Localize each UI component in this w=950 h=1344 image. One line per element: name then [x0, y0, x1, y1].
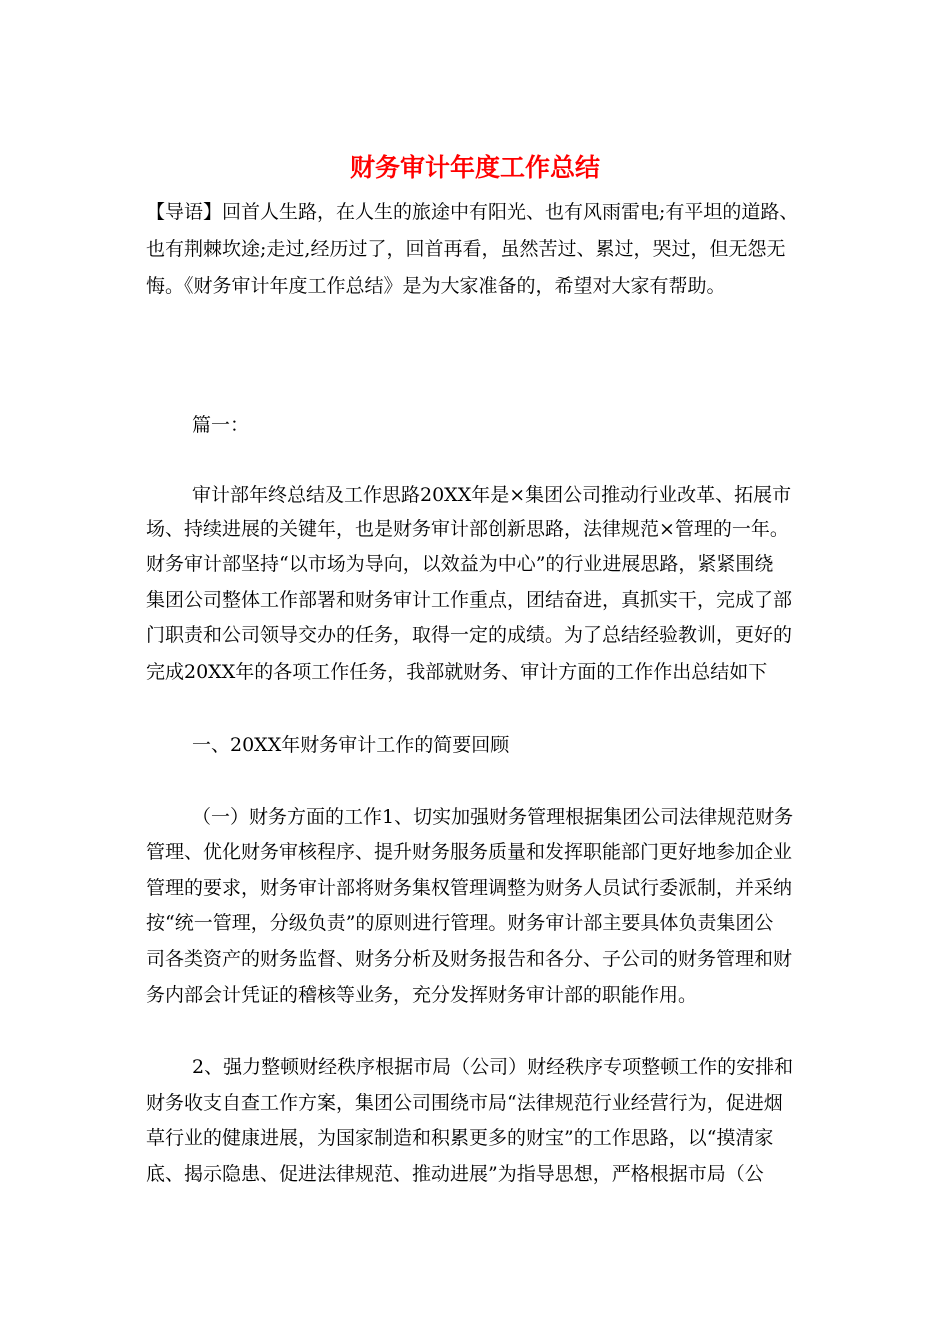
- subheading: 一、20XX年财务审计工作的简要回顾: [192, 734, 510, 756]
- paragraph-line: 2、强力整顿财经秩序根据市局（公司）财经秩序专项整顿工作的安排和: [192, 1056, 794, 1078]
- paragraph-line: 财务收支自查工作方案，集团公司围绕市局“法律规范行业经营行为，促进烟: [146, 1092, 783, 1114]
- paragraph-line: 按“统一管理，分级负责”的原则进行管理。财务审计部主要具体负责集团公: [146, 912, 774, 934]
- paragraph-line: 草行业的健康进展，为国家制造和积累更多的财宝”的工作思路，以“摸清家: [146, 1127, 774, 1149]
- intro-line-3: 悔。《财务审计年度工作总结》是为大家准备的，希望对大家有帮助。: [146, 275, 726, 297]
- paragraph-line: 管理、优化财务审核程序、提升财务服务质量和发挥职能部门更好地参加企业: [146, 841, 793, 863]
- paragraph-line: 财务审计部坚持“以市场为导向，以效益为中心”的行业进展思路，紧紧围绕: [146, 553, 774, 575]
- document-title: 财务审计年度工作总结: [349, 153, 600, 182]
- intro-line-2: 也有荆棘坎途;走过,经历过了，回首再看，虽然苦过、累过，哭过，但无怨无: [146, 238, 786, 260]
- paragraph-line: 务内部会计凭证的稽核等业务，充分发挥财务审计部的职能作用。: [146, 984, 698, 1006]
- paragraph-line: 集团公司整体工作部署和财务审计工作重点，团结奋进，真抓实干，完成了部: [146, 589, 793, 611]
- paragraph-line: 司各类资产的财务监督、财务分析及财务报告和各分、子公司的财务管理和财: [146, 948, 793, 970]
- intro-line-1: 【导语】回首人生路，在人生的旅途中有阳光、也有风雨雷电;有平坦的道路、: [146, 201, 799, 223]
- paragraph-line: 完成20XX年的各项工作任务，我部就财务、审计方面的工作作出总结如下: [146, 661, 768, 683]
- paragraph-line: （一）财务方面的工作1、切实加强财务管理根据集团公司法律规范财务: [192, 806, 794, 828]
- paragraph-line: 门职责和公司领导交办的任务，取得一定的成绩。为了总结经验教训，更好的: [146, 624, 793, 646]
- section-heading: 篇一：: [192, 414, 250, 436]
- paragraph-line: 场、持续进展的关键年，也是财务审计部创新思路，法律规范×管理的一年。: [146, 518, 789, 540]
- paragraph-line: 管理的要求，财务审计部将财务集权管理调整为财务人员试行委派制，并采纳: [146, 877, 793, 899]
- paragraph-line: 底、揭示隐患、促进法律规范、推动进展”为指导思想，严格根据市局（公: [146, 1163, 764, 1185]
- paragraph-line: 审计部年终总结及工作思路20XX年是×集团公司推动行业改革、拓展市: [192, 484, 792, 506]
